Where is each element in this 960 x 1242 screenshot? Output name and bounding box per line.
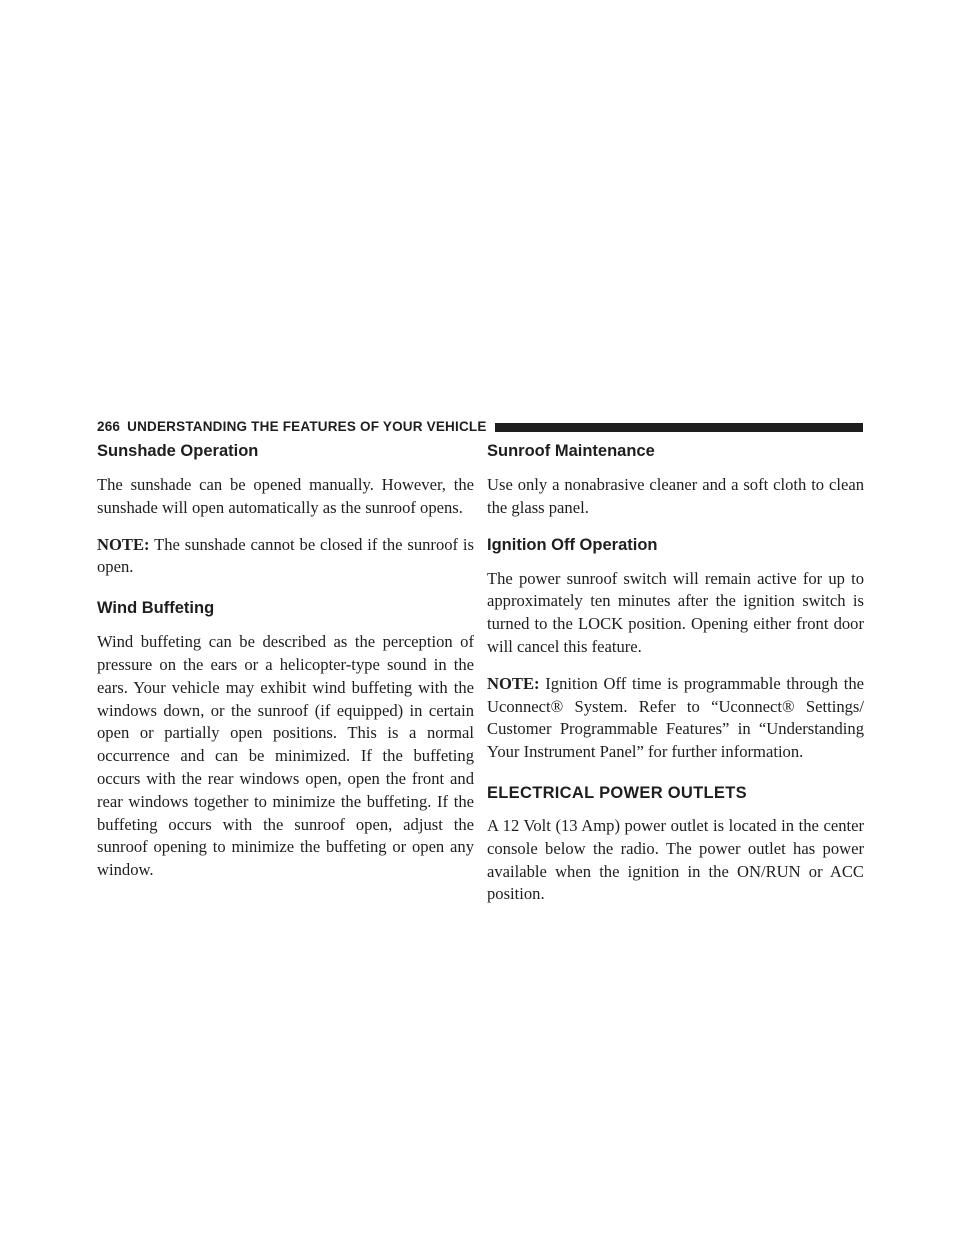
header-rule [495,423,863,432]
heading-wind-buffeting: Wind Buffeting [97,599,215,618]
power-outlets-paragraph: A 12 Volt (13 Amp) power outlet is located in the center console below the radio. The power outlet has power available when the ignition in the ON/RUN or ACC position. [487,815,864,904]
note-label: NOTE: [487,673,540,693]
heading-sunroof-maintenance: Sunroof Maintenance [487,442,655,460]
sunroof-maintenance-paragraph: Use only a nonabrasive cleaner and a soft cloth to clean the glass panel. [487,475,864,517]
page-header [97,415,863,437]
ignition-note [487,673,864,764]
sunshade-note [97,534,474,580]
note-text: The sunshade cannot be closed if the sunroof is open. [97,534,474,577]
heading-ignition-off-operation: Ignition Off Operation [487,535,658,554]
heading-electrical-power-outlets: ELECTRICAL POWER OUTLETS [487,783,747,802]
ignition-off-paragraph: The power sunroof switch will remain active for up to approximately ten minutes after the ignition switch is turned to the LOCK position. Opening either front door will cancel this feature. [487,568,864,656]
heading-sunshade-operation: Sunshade Operation [97,442,259,460]
sunshade-paragraph: The sunshade can be opened manually. However, the sunshade will open automatically as the sunroof opens. [97,475,474,517]
right-column [487,440,864,920]
left-column [97,440,474,896]
page-number: 266 [97,418,121,434]
wind-buffeting-paragraph: Wind buffeting can be described as the perception of pressure on the ears or a helicopter-type sound in the ears. Your vehicle may exhibit wind buffeting with the windows down, or the sunroof (if equipped) in certain open or partially open positions. This is a normal occurrence and can be minimized. If the buffeting occurs with the rear windows open, open the front and rear windows together to minimize the buffeting. If the buffeting occurs with the sunroof open, adjust the sunroof opening to minimize the buffeting or open any window. [97,632,474,880]
running-section-title: UNDERSTANDING THE FEATURES OF YOUR VEHICLE [127,418,487,434]
note-text: Ignition Off time is programmable through the Uconnect® System. Refer to “Uconnect® Settings/ Customer Programmable Features” in “Understanding Your Instrument Panel” for further information. [487,673,864,762]
note-label: NOTE: [97,534,150,554]
